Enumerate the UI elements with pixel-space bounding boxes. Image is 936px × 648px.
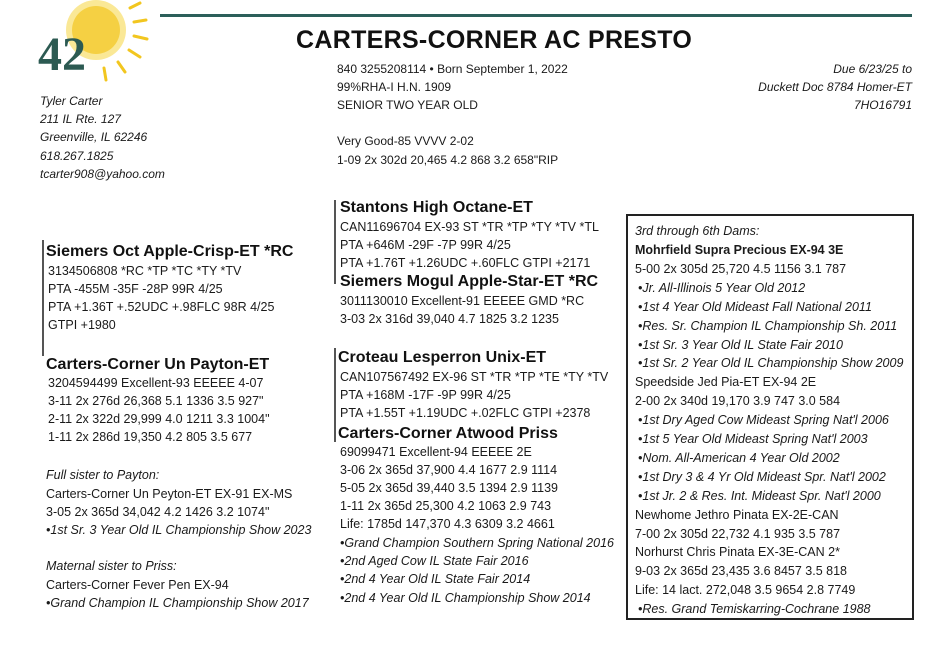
ancestry-line: 2-00 2x 340d 19,170 3.9 747 3.0 584 — [635, 394, 841, 409]
consignor-address1: 211 IL Rte. 127 — [40, 112, 121, 126]
consignor-address2: Greenville, IL 62246 — [40, 130, 148, 144]
animal-id-birth: 840 3255208114 • Born September 1, 2022 — [337, 62, 568, 76]
granddam-honor: •Grand Champion Southern Spring National 2016 — [340, 536, 614, 550]
mgs-line: 3-03 2x 316d 39,040 4.7 1825 3.2 1235 — [340, 312, 559, 326]
page-title: CARTERS-CORNER AC PRESTO — [296, 26, 693, 54]
ancestry-line: Speedside Jed Pia-ET EX-94 2E — [635, 375, 817, 390]
ancestry-line: Newhome Jethro Pinata EX-2E-CAN — [635, 507, 839, 522]
pedigree-bracket — [334, 348, 336, 442]
mgs2-line: CAN107567492 EX-96 ST *TR *TP *TE *TY *TV — [340, 370, 609, 384]
header-rule — [160, 14, 912, 17]
dam-sire-line: PTA +1.36T +.52UDC +.98FLC 98R 4/25 — [48, 300, 275, 314]
granddam-line: 1-11 2x 365d 25,300 4.2 1063 2.9 743 — [340, 499, 552, 513]
animal-classification: Very Good-85 VVVV 2-02 — [337, 134, 474, 148]
granddam-honor: •2nd 4 Year Old IL State Fair 2014 — [340, 572, 531, 586]
maternal-sister-label: Maternal sister to Priss: — [46, 559, 177, 573]
ancestry-honor: •Res. Sr. Champion IL Championship Sh. 2011 — [638, 318, 898, 333]
granddam-honor: •2nd 4 Year Old IL Championship Show 2014 — [340, 591, 591, 605]
animal-class: SENIOR TWO YEAR OLD — [337, 98, 478, 112]
ancestry-line: Norhurst Chris Pinata EX-3E-CAN 2* — [635, 545, 840, 560]
ancestry-honor: •1st 4 Year Old Mideast Fall National 2011 — [638, 299, 872, 314]
consignor-name: Tyler Carter — [40, 94, 103, 108]
granddam-line: 5-05 2x 365d 39,440 3.5 1394 2.9 1139 — [340, 481, 559, 495]
sire-line: PTA +1.76T +1.26UDC +.60FLC GTPI +2171 — [340, 256, 591, 270]
sire-line: CAN11696704 EX-93 ST *TR *TP *TY *TV *TL — [340, 220, 599, 234]
dam-line: 1-11 2x 286d 19,350 4.2 805 3.5 677 — [48, 430, 253, 444]
consignor-email: tcarter908@yahoo.com — [40, 167, 165, 181]
ancestry-honor: •1st Dry 3 & 4 Yr Old Mideast Spr. Nat'l 2002 — [638, 469, 886, 484]
granddam-name: Carters-Corner Atwood Priss — [338, 425, 558, 442]
ancestry-honor: •Nom. All-American 4 Year Old 2002 — [638, 450, 840, 465]
dam-sire-name: Siemers Oct Apple-Crisp-ET *RC — [46, 243, 294, 260]
dam-sire-line: 3134506808 *RC *TP *TC *TY *TV — [48, 264, 242, 278]
due-sire: Duckett Doc 8784 Homer-ET — [758, 80, 912, 94]
sire-line: PTA +646M -29F -7P 99R 4/25 — [340, 238, 511, 252]
mgs2-line: PTA +168M -17F -9P 99R 4/25 — [340, 388, 511, 402]
granddam-honor: •2nd Aged Cow IL State Fair 2016 — [340, 554, 529, 568]
dam-line: 3204594499 Excellent-93 EEEEE 4-07 — [48, 376, 264, 390]
ancestry-honor: •1st 5 Year Old Mideast Spring Nat'l 2003 — [638, 432, 868, 446]
maternal-sister-name: Carters-Corner Fever Pen EX-94 — [46, 578, 229, 592]
dam-sire-line: GTPI +1980 — [48, 318, 116, 332]
animal-record: 1-09 2x 302d 20,465 4.2 868 3.2 658"RIP — [337, 153, 559, 167]
granddam-line: 69099471 Excellent-94 EEEEE 2E — [340, 445, 532, 459]
ancestry-line: Life: 14 lact. 272,048 3.5 9654 2.8 7749 — [635, 583, 856, 598]
ancestry-honor: •1st Sr. 3 Year Old IL State Fair 2010 — [638, 337, 843, 352]
ancestry-line: 7-00 2x 305d 22,732 4.1 935 3.5 787 — [635, 526, 841, 541]
ancestry-line: Mohrfield Supra Precious EX-94 3E — [635, 243, 844, 257]
ancestry-heading: 3rd through 6th Dams: — [635, 224, 760, 238]
ancestry-honor: •1st Sr. 2 Year Old IL Championship Show 2009 — [638, 356, 904, 371]
ancestry-honor: •Res. Grand Temiskarring-Cochrane 1988 — [638, 602, 871, 617]
animal-rha: 99%RHA-I H.N. 1909 — [337, 80, 452, 94]
ancestry-box — [626, 214, 914, 620]
pedigree-bracket — [42, 240, 44, 356]
full-sister-record: 3-05 2x 365d 34,042 4.2 1426 3.2 1074" — [46, 505, 270, 519]
lot-number: 42 — [38, 28, 86, 81]
full-sister-name: Carters-Corner Un Peyton-ET EX-91 EX-MS — [46, 487, 293, 501]
full-sister-honor: •1st Sr. 3 Year Old IL Championship Show 2023 — [46, 523, 312, 537]
ancestry-honor: •1st Jr. 2 & Res. Int. Mideast Spr. Nat'l 2000 — [638, 488, 881, 503]
mgs2-line: PTA +1.55T +1.19UDC +.02FLC GTPI +2378 — [340, 406, 591, 420]
ancestry-line: 9-03 2x 365d 23,435 3.6 8457 3.5 818 — [635, 564, 847, 579]
granddam-line: 3-06 2x 365d 37,900 4.4 1677 2.9 1114 — [340, 463, 558, 477]
ancestry-honor: •1st Dry Aged Cow Mideast Spring Nat'l 2006 — [638, 413, 889, 428]
ancestry-line: 5-00 2x 305d 25,720 4.5 1156 3.1 787 — [635, 261, 847, 276]
mgs-name: Siemers Mogul Apple-Star-ET *RC — [340, 273, 599, 290]
dam-name: Carters-Corner Un Payton-ET — [46, 356, 270, 373]
ancestry-honor: •Jr. All-Illinois 5 Year Old 2012 — [638, 280, 806, 295]
pedigree-bracket — [334, 200, 336, 284]
dam-line: 2-11 2x 322d 29,999 4.0 1211 3.3 1004" — [48, 412, 270, 426]
mgs-line: 3011130010 Excellent-91 EEEEE GMD *RC — [340, 294, 585, 308]
consignor-phone: 618.267.1825 — [40, 149, 114, 163]
granddam-line: Life: 1785d 147,370 4.3 6309 3.2 4661 — [340, 517, 555, 531]
maternal-sister-honor: •Grand Champion IL Championship Show 2017 — [46, 596, 309, 610]
sire-name: Stantons High Octane-ET — [340, 199, 533, 216]
due-sire-code: 7HO16791 — [853, 98, 912, 112]
mgs2-name: Croteau Lesperron Unix-ET — [338, 349, 547, 366]
dam-sire-line: PTA -455M -35F -28P 99R 4/25 — [48, 282, 223, 296]
dam-line: 3-11 2x 276d 26,368 5.1 1336 3.5 927" — [48, 394, 264, 408]
due-date: Due 6/23/25 to — [833, 62, 912, 76]
full-sister-label: Full sister to Payton: — [46, 468, 160, 482]
